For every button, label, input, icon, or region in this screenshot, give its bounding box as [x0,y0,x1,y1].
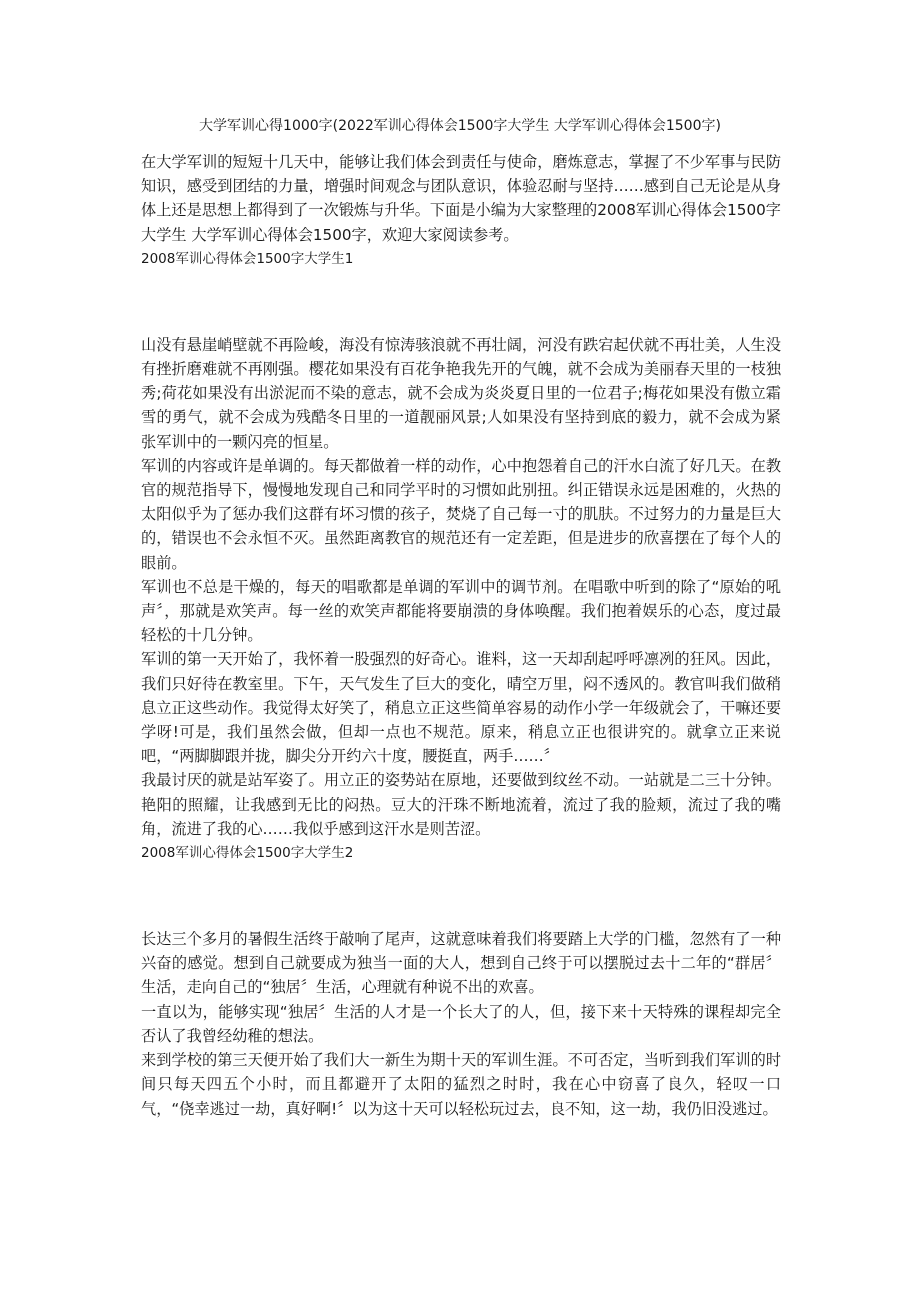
section-spacer [141,271,781,333]
section-heading-2: 2008军训心得体会1500字大学生2 [141,845,354,862]
section-2-paragraph-2: 一直以为，能够实现“独居〞生活的人才是一个长大了的人，但，接下来十天特殊的课程却完全否认了我曾经幼稚的想法。 [141,1002,781,1045]
intro-paragraph: 在大学军训的短短十几天中，能够让我们体会到责任与使命，磨炼意志，掌握了不少军事与民防知识，感受到团结的力量，增强时间观念与团队意识，体验忍耐与坚持……感到自己无论是从身体上还是思想上都得到了一次锻炼与升华。下面是小编为大家整理的2008军训心得体会1500字大学生 大学军训心得体会1500字，欢迎大家阅读参考。 [141,153,781,244]
section-1-paragraph-2: 军训的内容或许是单调的。每天都做着一样的动作，心中抱怨着自己的汗水白流了好几天。在教官的规范指导下，慢慢地发现自己和同学平时的习惯如此别扭。纠正错误永远是困难的，火热的太阳似乎为了惩办我们这群有坏习惯的孩子，焚烧了自己每一寸的肌肤。不过努力的力量是巨大的，错误也不会永恒不灭。虽然距离教官的规范还有一定差距，但是进步的欣喜摆在了每个人的眼前。 [141,456,781,572]
section-2-paragraph-3: 来到学校的第三天便开始了我们大一新生为期十天的军训生涯。不可否定，当听到我们军训的时间只每天四五个小时，而且都避开了太阳的猛烈之时时，我在心中窃喜了良久，轻叹一口气，“侥幸逃过一劫，真好啊!〞以为这十天可以轻松玩过去，良不知，这一劫，我仍旧没逃过。 [141,1051,781,1118]
document-title: 大学军训心得1000字(2022军训心得体会1500字大学生 大学军训心得体会1500字) [199,118,721,134]
section-spacer [141,865,781,927]
section-1-paragraph-3: 军训也不总是干燥的，每天的唱歌都是单调的军训中的调节剂。在唱歌中听到的除了“原始的吼声〞，那就是欢笑声。每一丝的欢笑声都能将要崩溃的身体唤醒。我们抱着娱乐的心态，度过最轻松的十几分钟。 [141,577,781,645]
section-2-paragraph-1: 长达三个多月的暑假生活终于敲响了尾声，这就意味着我们将要踏上大学的门槛，忽然有了一种兴奋的感觉。想到自己就要成为独当一面的大人，想到自己终于可以摆脱过去十二年的“群居〞生活，走向自己的“独居〞生活，心理就有种说不出的欢喜。 [141,930,781,997]
section-1-paragraph-5: 我最讨厌的就是站军姿了。用立正的姿势站在原地，还要做到纹丝不动。一站就是二三十分钟。艳阳的照耀，让我感到无比的闷热。豆大的汗珠不断地流着，流过了我的脸颊，流过了我的嘴角，流进了我的心……我似乎感到这汗水是则苦涩。 [141,771,781,838]
document-body [141,150,781,1121]
section-1-paragraph-4: 军训的第一天开始了，我怀着一股强烈的好奇心。谁料，这一天却刮起呼呼凛冽的狂风。因此，我们只好待在教室里。下午，天气发生了巨大的变化，晴空万里，闷不透风的。教官叫我们做稍息立正这些动作。我觉得太好笑了，稍息立正这些简单容易的动作小学一年级就会了，干嘛还要学呀!可是，我们虽然会做，但却一点也不规范。原来，稍息立正也很讲究的。就拿立正来说吧，“两脚脚跟并拢，脚尖分开约六十度，腰挺直，两手……〞 [141,650,781,766]
section-1-paragraph-1: 山没有悬崖峭壁就不再险峻，海没有惊涛骇浪就不再壮阔，河没有跌宕起伏就不再壮美，人生没有挫折磨难就不再刚强。樱花如果没有百花争艳我先开的气魄，就不会成为美丽春天里的一枝独秀;荷花如果没有出淤泥而不染的意志，就不会成为炎炎夏日里的一位君子;梅花如果没有傲立霜雪的勇气，就不会成为残酷冬日里的一道靓丽风景;人如果没有坚持到底的毅力，就不会成为紧张军训中的一颗闪亮的恒星。 [141,335,781,451]
section-heading-1: 2008军训心得体会1500字大学生1 [141,250,354,267]
